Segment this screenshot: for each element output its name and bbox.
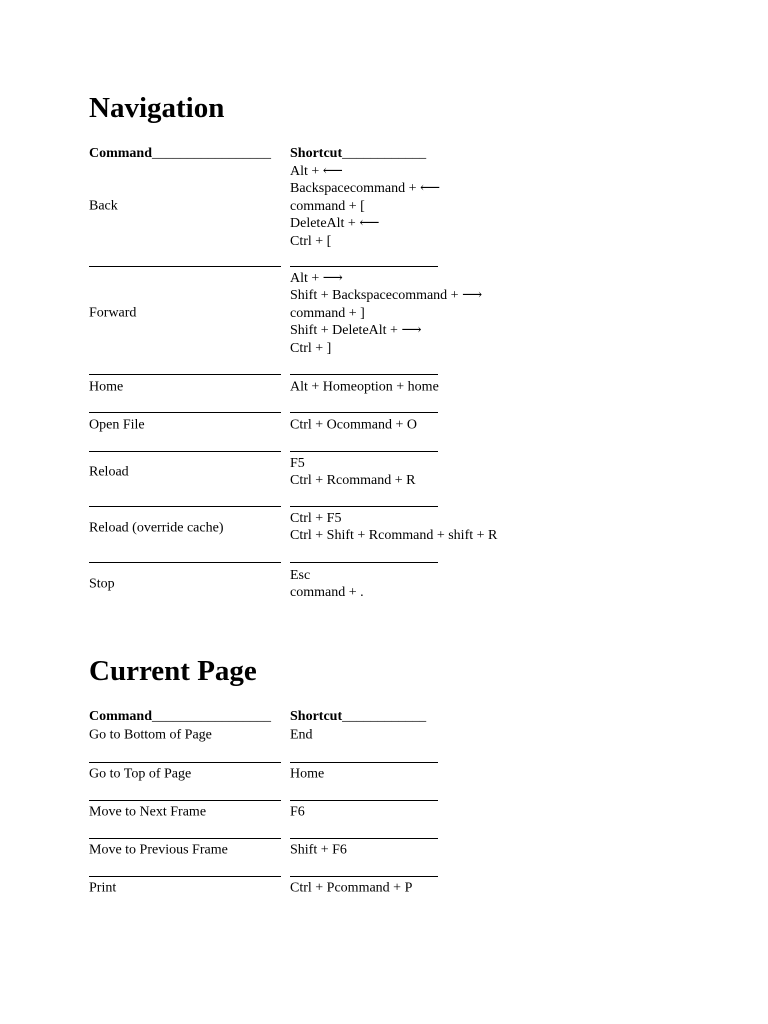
header-command: Command_________________ — [89, 146, 272, 161]
row-divider-right — [290, 506, 438, 507]
row-divider-left — [89, 562, 281, 563]
row-divider-left — [89, 876, 281, 877]
shortcut-next-frame: F6 — [290, 804, 305, 820]
command-reload-override-cache: Reload (override cache) — [89, 520, 224, 536]
shortcut-go-to-bottom: End — [290, 727, 313, 743]
row-divider-right — [290, 562, 438, 563]
shortcut-home: Alt + Homeoption + home — [290, 379, 439, 395]
shortcut-previous-frame: Shift + F6 — [290, 842, 347, 858]
shortcut-open-file: Ctrl + Ocommand + O — [290, 417, 417, 433]
row-divider-left — [89, 506, 281, 507]
command-next-frame: Move to Next Frame — [89, 804, 207, 820]
command-home: Home — [89, 379, 124, 395]
row-divider-left — [89, 762, 281, 763]
command-back: Back — [89, 198, 118, 214]
row-divider-right — [290, 451, 438, 452]
shortcut-forward: Alt + ⟶ Shift + Backspacecommand + ⟶ command + ] Shift + DeleteAlt + ⟶ Ctrl + ] — [290, 271, 483, 356]
command-forward: Forward — [89, 305, 137, 321]
command-go-to-top: Go to Top of Page — [89, 766, 192, 782]
command-go-to-bottom: Go to Bottom of Page — [89, 727, 212, 743]
shortcut-back: Alt + ⟵ Backspacecommand + ⟵ command + [ DeleteAlt + ⟵ Ctrl + [ — [290, 164, 441, 249]
header-shortcut: Shortcut____________ — [290, 146, 427, 161]
row-divider-right — [290, 838, 438, 839]
header-shortcut: Shortcut____________ — [290, 709, 427, 724]
shortcut-stop: Esc command + . — [290, 568, 364, 601]
command-stop: Stop — [89, 576, 115, 592]
row-divider-left — [89, 838, 281, 839]
command-previous-frame: Move to Previous Frame — [89, 842, 228, 858]
section-title-navigation: Navigation — [89, 92, 225, 124]
row-divider-left — [89, 800, 281, 801]
row-divider-left — [89, 374, 281, 375]
row-divider-right — [290, 266, 438, 267]
shortcut-reload-override-cache: Ctrl + F5 Ctrl + Shift + Rcommand + shift + R — [290, 511, 498, 544]
command-print: Print — [89, 880, 117, 896]
row-divider-left — [89, 412, 281, 413]
row-divider-right — [290, 876, 438, 877]
row-divider-right — [290, 800, 438, 801]
row-divider-left — [89, 266, 281, 267]
row-divider-right — [290, 762, 438, 763]
header-command: Command_________________ — [89, 709, 272, 724]
shortcut-print: Ctrl + Pcommand + P — [290, 880, 413, 896]
command-reload: Reload — [89, 464, 129, 480]
command-open-file: Open File — [89, 417, 145, 433]
row-divider-right — [290, 374, 438, 375]
shortcut-go-to-top: Home — [290, 766, 325, 782]
section-title-current-page: Current Page — [89, 655, 257, 687]
row-divider-left — [89, 451, 281, 452]
row-divider-right — [290, 412, 438, 413]
shortcut-reload: F5 Ctrl + Rcommand + R — [290, 456, 416, 489]
